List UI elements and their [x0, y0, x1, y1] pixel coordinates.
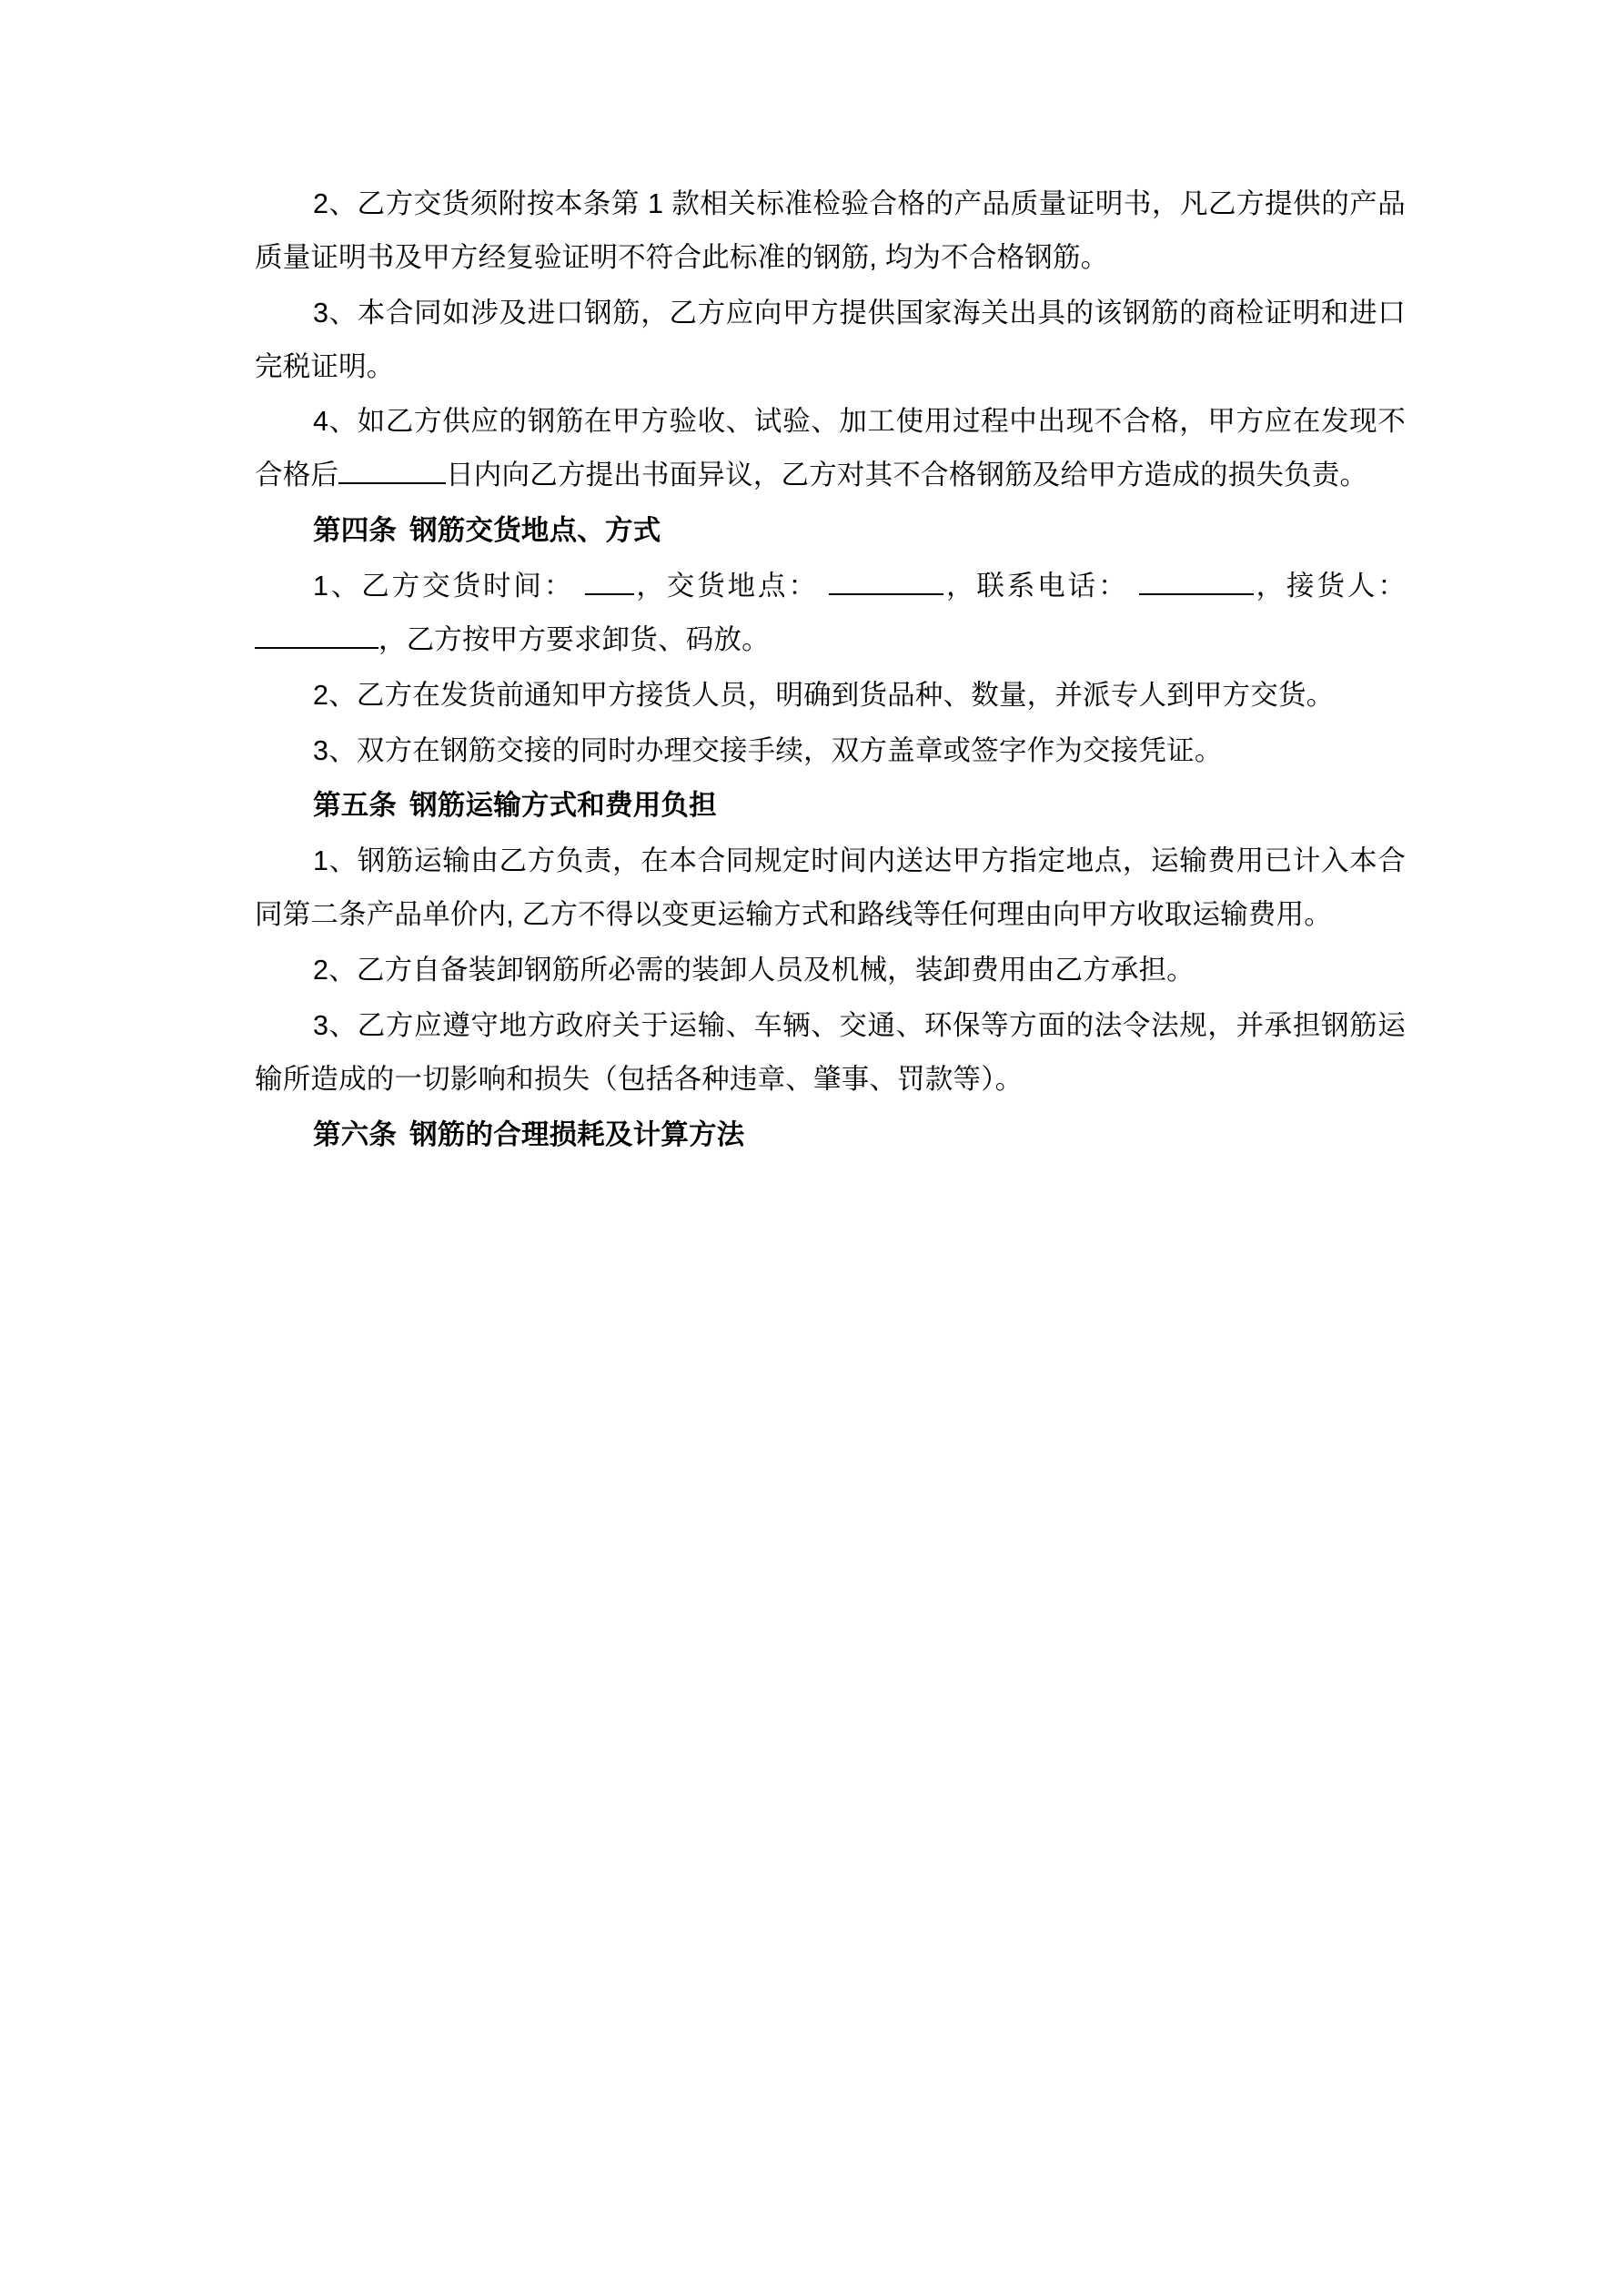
clause-4-item-1-fill-blank-1[interactable] — [585, 593, 634, 595]
clause-3-item-4-fill-blank-1[interactable] — [338, 482, 446, 484]
clause-5-item-3: 3、乙方应遵守地方政府关于运输、车辆、交通、环保等方面的法令法规，并承担钢筋运输所造成的一切影响和损失（包括各种违章、肇事、罚款等）。 — [255, 1009, 1406, 1095]
clause-6-heading-title: 钢筋的合理损耗及计算方法 — [409, 1118, 745, 1150]
clause-4-item-1 — [255, 560, 1406, 667]
clause-3-item-4 — [255, 395, 1406, 502]
clause-4-item-1-text-2: ，交货地点： — [633, 571, 830, 602]
clause-4-heading — [255, 504, 1406, 558]
clause-4-heading-number: 第四条 — [313, 515, 398, 547]
clause-4-item-2: 2、乙方在发货前通知甲方接货人员，明确到货品种、数量，并派专人到甲方交货。 — [313, 679, 1335, 711]
clause-4-item-1-text-0: 1、乙方交货时间： — [313, 571, 585, 602]
document-body — [255, 177, 1406, 1161]
clause-6-heading — [255, 1108, 1406, 1162]
clause-3-item-2: 2、乙方交货须附按本条第 1 款相关标准检验合格的产品质量证明书，凡乙方提供的产品质量证明书及甲方经复验证明不符合此标准的钢筋, 均为不合格钢筋。 — [255, 188, 1406, 273]
clause-5-heading-number: 第五条 — [313, 790, 398, 822]
clause-6-heading-number: 第六条 — [313, 1118, 398, 1150]
clause-4-item-1-text-4: ，联系电话： — [943, 571, 1139, 602]
clause-4-item-1-fill-blank-7[interactable] — [255, 647, 378, 649]
clause-5-item-1: 1、钢筋运输由乙方负责，在本合同规定时间内送达甲方指定地点，运输费用已计入本合同第二条产品单价内, 乙方不得以变更运输方式和路线等任何理由向甲方收取运输费用。 — [255, 845, 1406, 931]
clause-4-item-3: 3、双方在钢筋交接的同时办理交接手续，双方盖章或签字作为交接凭证。 — [313, 734, 1223, 766]
clause-4-item-1-text-8: ，乙方按甲方要求卸货、码放。 — [378, 623, 770, 655]
clause-5-heading-title: 钢筋运输方式和费用负担 — [409, 790, 717, 822]
clause-4-item-1-text-6: ，接货人： — [1253, 571, 1407, 602]
clause-4-item-1-fill-blank-5[interactable] — [1139, 593, 1254, 595]
clause-5-item-2: 2、乙方自备装卸钢筋所必需的装卸人员及机械，装卸费用由乙方承担。 — [313, 955, 1195, 986]
clause-3-item-3: 3、本合同如涉及进口钢筋，乙方应向甲方提供国家海关出具的该钢筋的商检证明和进口完税证明。 — [255, 297, 1406, 382]
clause-5-heading — [255, 779, 1406, 833]
clause-3-item-4-text-0: 4、如乙方供应的钢筋在甲方验收、试验、加工使用过程中出现不合格，甲方应在发现不合格后 — [255, 406, 1406, 491]
clause-3-item-4-text-2: 日内向乙方提出书面异议，乙方对其不合格钢筋及给甲方造成的损失负责。 — [446, 460, 1368, 491]
clause-4-item-1-fill-blank-3[interactable] — [829, 593, 943, 595]
clause-4-heading-title: 钢筋交货地点、方式 — [409, 515, 661, 547]
